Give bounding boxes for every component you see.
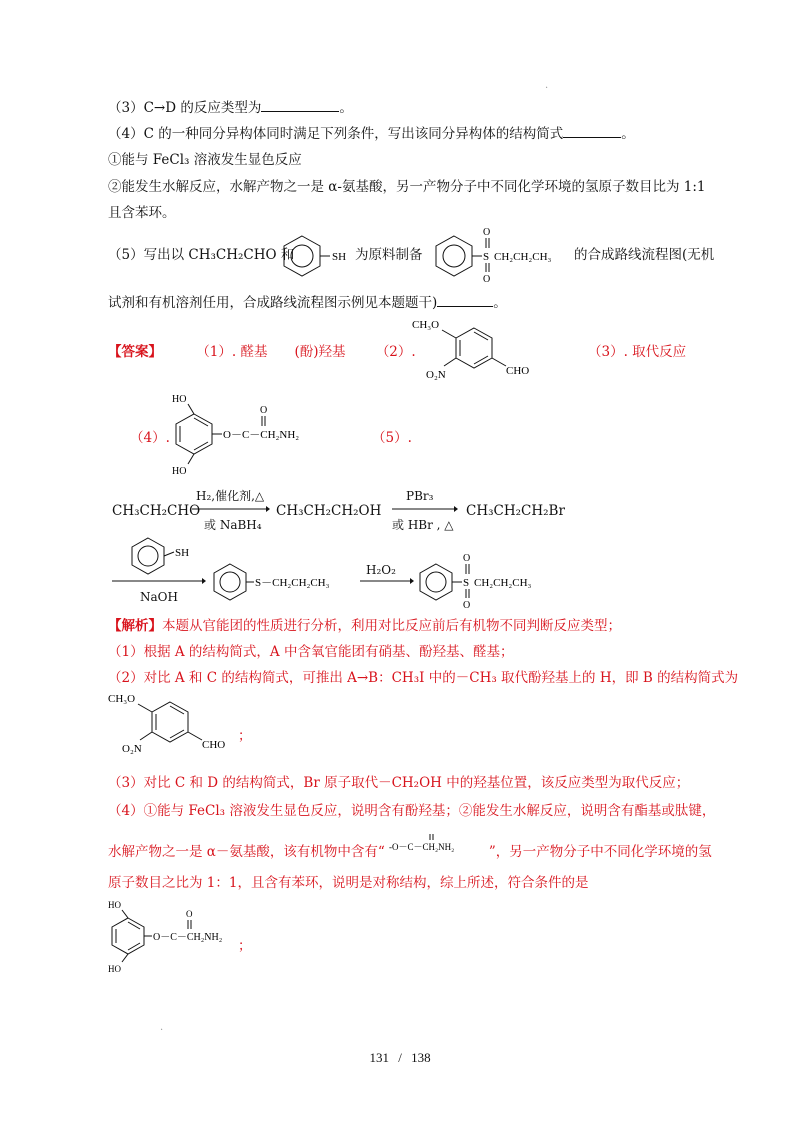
scan-dot: . xyxy=(545,80,549,91)
route-r1-top: H₂,催化剂,△ xyxy=(196,489,265,503)
analysis-p4b-2: ”，另一产物分子中不同化学环境的氢 xyxy=(488,844,712,860)
analysis-intro xyxy=(108,617,621,635)
ester-label: O－C－CH₂NH₂ xyxy=(223,429,300,441)
analysis-tag: 【解析】 xyxy=(108,618,162,634)
route-r3-bot: NaOH xyxy=(140,590,178,604)
q5-blank xyxy=(437,293,493,307)
q3-text: （3）C→D 的反应类型为 xyxy=(108,100,262,116)
analysis-intro-text: 本题从官能团的性质进行分析，利用对比反应前后有机物不同判断反应类型； xyxy=(162,618,621,634)
analysis-p4b-1: 水解产物之一是 α－氨基酸，该有机物中含有“ xyxy=(108,844,385,860)
analysis-aldehyde-label: CHO xyxy=(202,739,226,751)
route-r1-bot: 或 NaBH₄ xyxy=(204,518,262,532)
methoxy-label: CH₃O xyxy=(412,319,440,331)
route-s5-o-top: O xyxy=(463,553,471,564)
propyl-label: CH₂CH₂CH₃ xyxy=(494,251,552,263)
nitro-label: O₂N xyxy=(426,369,446,381)
analysis-p4c: 原子数目之比为 1：1，且含有苯环，说明是对称结构，综上所述，符合条件的是 xyxy=(108,875,589,891)
sulfone-structure xyxy=(428,222,573,284)
q4-end: 。 xyxy=(621,126,635,142)
route-s5-o-bottom: O xyxy=(463,600,471,611)
page-separator: / xyxy=(398,1050,402,1065)
question-5-b: 为原料制备 xyxy=(355,247,423,263)
answer-1: （1）. 醛基 (酚)羟基 xyxy=(196,344,346,360)
q5-d-text: 试剂和有机溶剂任用，合成路线流程图示例见本题题干) xyxy=(108,295,438,311)
route-s5-sulfur: S xyxy=(463,577,470,589)
analysis-p3: （3）对比 C 和 D 的结构简式，Br 原子取代－CH₂OH 中的羟基位置，该反应类型为取代反应； xyxy=(108,775,690,791)
thiophenol-structure xyxy=(272,232,352,280)
route-r2-top: PBr₃ xyxy=(406,489,434,503)
ester-fragment xyxy=(385,838,489,856)
q3-end: 。 xyxy=(339,100,353,116)
sh-label: SH xyxy=(332,251,347,263)
analysis-ester-label: O－C－CH₂NH₂ xyxy=(153,932,223,943)
answer-4-structure xyxy=(168,388,338,478)
analysis-carbonyl-o: O xyxy=(186,909,193,919)
route-s3: CH₃CH₂CH₂Br xyxy=(466,503,565,519)
question-5-a: （5）写出以 CH₃CH₂CHO 和 xyxy=(108,247,295,263)
analysis-p1: （1）根据 A 的结构简式，A 中含氧官能团有硝基、酚羟基、醛基； xyxy=(108,644,514,660)
analysis-ho-top: HO xyxy=(108,900,121,910)
ester-fragment-svg xyxy=(385,830,489,856)
sulfur-label: S xyxy=(483,251,490,263)
hydroxyl-bottom-label: HO xyxy=(172,466,187,477)
route-s5-structure xyxy=(414,550,564,612)
oxygen-top-label: O xyxy=(483,227,491,238)
route-s4-structure xyxy=(208,560,368,604)
answer-3: （3）. 取代反应 xyxy=(588,344,687,360)
route-r4-top: H₂O₂ xyxy=(366,563,396,577)
route-s4-chain: S－CH₂CH₂CH₃ xyxy=(255,577,330,589)
q5-end: 。 xyxy=(493,295,507,311)
analysis-ho-bottom: HO xyxy=(108,964,121,974)
page-footer xyxy=(0,1050,800,1066)
scan-dot-bottom: . xyxy=(160,1022,164,1033)
analysis-p4b xyxy=(108,838,712,861)
analysis-p2-end: ； xyxy=(238,728,252,744)
analysis-p4a: （4）①能与 FeCl₃ 溶液发生显色反应，说明含有酚羟基；②能发生水解反应，说明含有酯基或肽键， xyxy=(108,803,716,819)
analysis-methoxy-label: CH₃O xyxy=(108,693,136,705)
route-s1: CH₃CH₂CHO xyxy=(112,503,201,519)
question-5-d xyxy=(108,293,507,312)
hydroxyl-top-label: HO xyxy=(172,394,187,405)
route-reagent-thiophenol xyxy=(122,536,202,580)
page-total: 138 xyxy=(411,1050,431,1065)
aldehyde-label: CHO xyxy=(506,365,530,377)
route-arrow-2 xyxy=(390,504,458,514)
oxygen-bottom-label: O xyxy=(483,274,491,284)
analysis-answer-structure xyxy=(104,896,254,976)
carbonyl-oxygen-label: O xyxy=(260,405,268,416)
question-3 xyxy=(108,98,353,117)
route-arrow-3 xyxy=(110,576,206,586)
condition-1: ①能与 FeCl₃ 溶液发生显色反应 xyxy=(108,152,302,168)
answer-2: （2）. xyxy=(375,344,416,360)
analysis-b-structure xyxy=(104,690,244,756)
condition-2-cont: 且含苯环。 xyxy=(108,205,176,221)
analysis-p2: （2）对比 A 和 C 的结构简式，可推出 A→B：CH₃I 中的－CH₃ 取代酚羟基上的 H，即 B 的结构简式为 xyxy=(108,670,739,686)
analysis-nitro-label: O₂N xyxy=(122,743,142,755)
answer-5: （5）. xyxy=(372,430,412,446)
q3-blank xyxy=(261,98,339,112)
route-s2: CH₃CH₂CH₂OH xyxy=(276,503,382,519)
route-sh-label: SH xyxy=(175,547,190,559)
question-5-c: 的合成路线流程图(无机 xyxy=(574,247,715,263)
answer-tag: 【答案】 xyxy=(108,344,162,360)
page-number: 131 xyxy=(369,1050,389,1065)
route-arrow-4 xyxy=(358,576,414,586)
q4-text: （4）C 的一种同分异构体同时满足下列条件，写出该同分异构体的结构简式 xyxy=(108,126,564,142)
answer-2-structure xyxy=(408,316,578,382)
answer-line-1 xyxy=(108,343,416,361)
analysis-p4-end: ； xyxy=(238,938,252,954)
q4-blank xyxy=(563,124,621,138)
ester-fragment-label: -O－C－CH₂NH₂ xyxy=(388,842,455,852)
route-arrow-1 xyxy=(190,504,270,514)
question-4 xyxy=(108,124,635,143)
route-s5-chain: CH₂CH₂CH₃ xyxy=(474,577,532,589)
condition-2: ②能发生水解反应，水解产物之一是 α-氨基酸，另一产物分子中不同化学环境的氢原子数目比为 1:1 xyxy=(108,179,706,195)
route-r2-bot: 或 HBr , △ xyxy=(392,518,454,532)
answer-4: （4）. xyxy=(130,430,170,446)
